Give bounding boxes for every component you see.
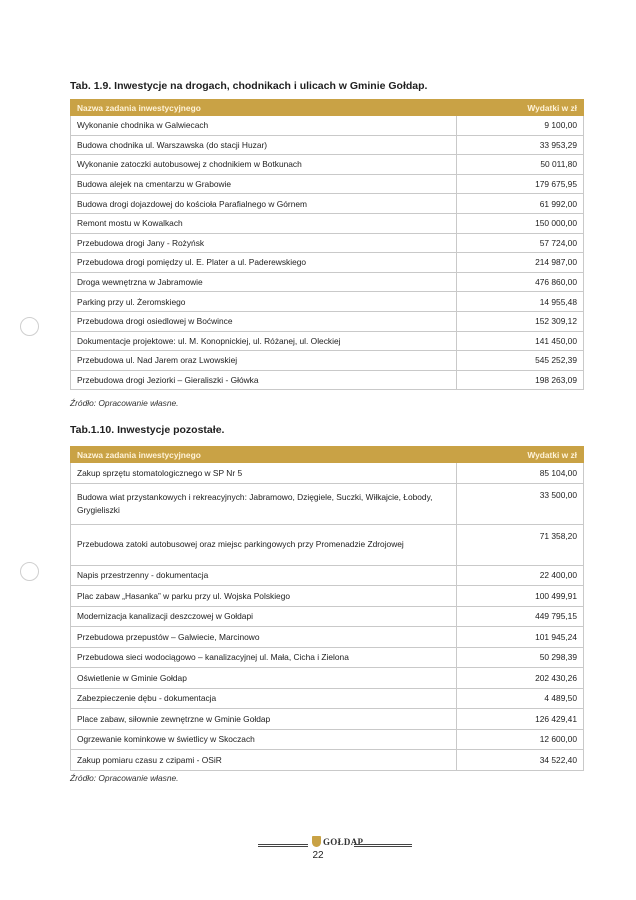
table-row	[71, 606, 584, 627]
amount-cell: 152 309,12	[457, 311, 584, 331]
logo-text: GOŁDAP	[323, 836, 364, 847]
roads-investment-table	[70, 99, 584, 390]
task-name-cell: Napis przestrzenny - dokumentacja	[71, 565, 457, 586]
amount-cell: 101 945,24	[457, 627, 584, 648]
task-name-cell: Plac zabaw „Hasanka” w parku przy ul. Wojska Polskiego	[71, 586, 457, 607]
amount-cell: 34 522,40	[457, 750, 584, 771]
table-row	[71, 463, 584, 484]
table2-source-note: Źródło: Opracowanie własne.	[70, 773, 179, 783]
task-name-cell: Przebudowa drogi Jeziorki – Gieraliszki - Główka	[71, 370, 457, 390]
amount-cell: 198 263,09	[457, 370, 584, 390]
table-row	[71, 351, 584, 371]
table-header-row	[71, 100, 584, 116]
amount-cell: 14 955,48	[457, 292, 584, 312]
footer-rule-left	[258, 844, 308, 847]
task-name-cell: Przebudowa drogi Jany - Rożyńsk	[71, 233, 457, 253]
column-header-name: Nazwa zadania inwestycyjnego	[71, 100, 457, 116]
table-row	[71, 729, 584, 750]
amount-cell: 71 358,20	[457, 524, 584, 565]
table-header-row	[71, 447, 584, 463]
footer-rule-right	[354, 844, 412, 847]
amount-cell: 126 429,41	[457, 709, 584, 730]
table-row	[71, 155, 584, 175]
amount-cell: 202 430,26	[457, 668, 584, 689]
page-number: 22	[312, 850, 324, 861]
table-row	[71, 233, 584, 253]
amount-cell: 545 252,39	[457, 351, 584, 371]
table-row	[71, 565, 584, 586]
table-row	[71, 647, 584, 668]
task-name-cell: Przebudowa zatoki autobusowej oraz miejsc parkingowych przy Promenadzie Zdrojowej	[71, 524, 457, 565]
task-name-cell: Przebudowa ul. Nad Jarem oraz Lwowskiej	[71, 351, 457, 371]
amount-cell: 22 400,00	[457, 565, 584, 586]
task-name-cell: Place zabaw, siłownie zewnętrzne w Gminie Gołdap	[71, 709, 457, 730]
task-name-cell: Droga wewnętrzna w Jabramowie	[71, 272, 457, 292]
task-name-cell: Zakup sprzętu stomatologicznego w SP Nr 5	[71, 463, 457, 484]
punch-hole-bottom	[20, 562, 39, 581]
punch-hole-top	[20, 317, 39, 336]
table-row	[71, 116, 584, 136]
task-name-cell: Przebudowa drogi osiedlowej w Boćwince	[71, 311, 457, 331]
task-name-cell: Parking przy ul. Żeromskiego	[71, 292, 457, 312]
task-name-cell: Budowa alejek na cmentarzu w Grabowie	[71, 174, 457, 194]
task-name-cell: Przebudowa przepustów – Galwiecie, Marcinowo	[71, 627, 457, 648]
task-name-cell: Wykonanie chodnika w Galwiecach	[71, 116, 457, 136]
table-row	[71, 524, 584, 565]
task-name-cell: Budowa drogi dojazdowej do kościoła Parafialnego w Górnem	[71, 194, 457, 214]
task-name-cell: Wykonanie zatoczki autobusowej z chodnikiem w Botkunach	[71, 155, 457, 175]
task-name-cell: Dokumentacje projektowe: ul. M. Konopnickiej, ul. Różanej, ul. Oleckiej	[71, 331, 457, 351]
amount-cell: 57 724,00	[457, 233, 584, 253]
task-name-cell: Remont mostu w Kowalkach	[71, 213, 457, 233]
amount-cell: 61 992,00	[457, 194, 584, 214]
table-row	[71, 135, 584, 155]
table2-caption: Tab.1.10. Inwestycje pozostałe.	[70, 424, 225, 436]
task-name-cell: Oświetlenie w Gminie Gołdap	[71, 668, 457, 689]
task-name-cell: Zabezpieczenie dębu - dokumentacja	[71, 688, 457, 709]
amount-cell: 85 104,00	[457, 463, 584, 484]
amount-cell: 141 450,00	[457, 331, 584, 351]
task-name-cell: Przebudowa drogi pomiędzy ul. E. Plater a ul. Paderewskiego	[71, 253, 457, 273]
table-row	[71, 272, 584, 292]
table-row	[71, 292, 584, 312]
table-row	[71, 709, 584, 730]
amount-cell: 100 499,91	[457, 586, 584, 607]
amount-cell: 33 500,00	[457, 483, 584, 524]
amount-cell: 179 675,95	[457, 174, 584, 194]
task-name-cell: Budowa chodnika ul. Warszawska (do stacji Huzar)	[71, 135, 457, 155]
amount-cell: 9 100,00	[457, 116, 584, 136]
table-row	[71, 194, 584, 214]
table-row	[71, 331, 584, 351]
amount-cell: 150 000,00	[457, 213, 584, 233]
amount-cell: 449 795,15	[457, 606, 584, 627]
amount-cell: 12 600,00	[457, 729, 584, 750]
other-investment-table	[70, 446, 584, 771]
table-row	[71, 668, 584, 689]
column-header-name: Nazwa zadania inwestycyjnego	[71, 447, 457, 463]
table-row	[71, 213, 584, 233]
task-name-cell: Modernizacja kanalizacji deszczowej w Gołdapi	[71, 606, 457, 627]
column-header-amount: Wydatki w zł	[457, 100, 584, 116]
amount-cell: 50 011,80	[457, 155, 584, 175]
table-row	[71, 311, 584, 331]
table-row	[71, 750, 584, 771]
task-name-cell: Ogrzewanie kominkowe w świetlicy w Skoczach	[71, 729, 457, 750]
table-row	[71, 174, 584, 194]
amount-cell: 33 953,29	[457, 135, 584, 155]
column-header-amount: Wydatki w zł	[457, 447, 584, 463]
table-row	[71, 370, 584, 390]
amount-cell: 214 987,00	[457, 253, 584, 273]
amount-cell: 4 489,50	[457, 688, 584, 709]
task-name-cell: Przebudowa sieci wodociągowo – kanalizacyjnej ul. Mała, Cicha i Zielona	[71, 647, 457, 668]
amount-cell: 476 860,00	[457, 272, 584, 292]
amount-cell: 50 298,39	[457, 647, 584, 668]
task-name-cell: Zakup pomiaru czasu z czipami - OSiR	[71, 750, 457, 771]
table-row	[71, 483, 584, 524]
crest-icon	[312, 836, 321, 847]
table-row	[71, 688, 584, 709]
table-row	[71, 253, 584, 273]
table1-source-note: Źródło: Opracowanie własne.	[70, 398, 179, 408]
table-row	[71, 627, 584, 648]
task-name-cell: Budowa wiat przystankowych i rekreacyjnych: Jabramowo, Dzięgiele, Suczki, Wiłkajcie, Łobody, Grygieliszki	[71, 483, 457, 524]
table-row	[71, 586, 584, 607]
table1-caption: Tab. 1.9. Inwestycje na drogach, chodnikach i ulicach w Gminie Gołdap.	[70, 80, 428, 92]
